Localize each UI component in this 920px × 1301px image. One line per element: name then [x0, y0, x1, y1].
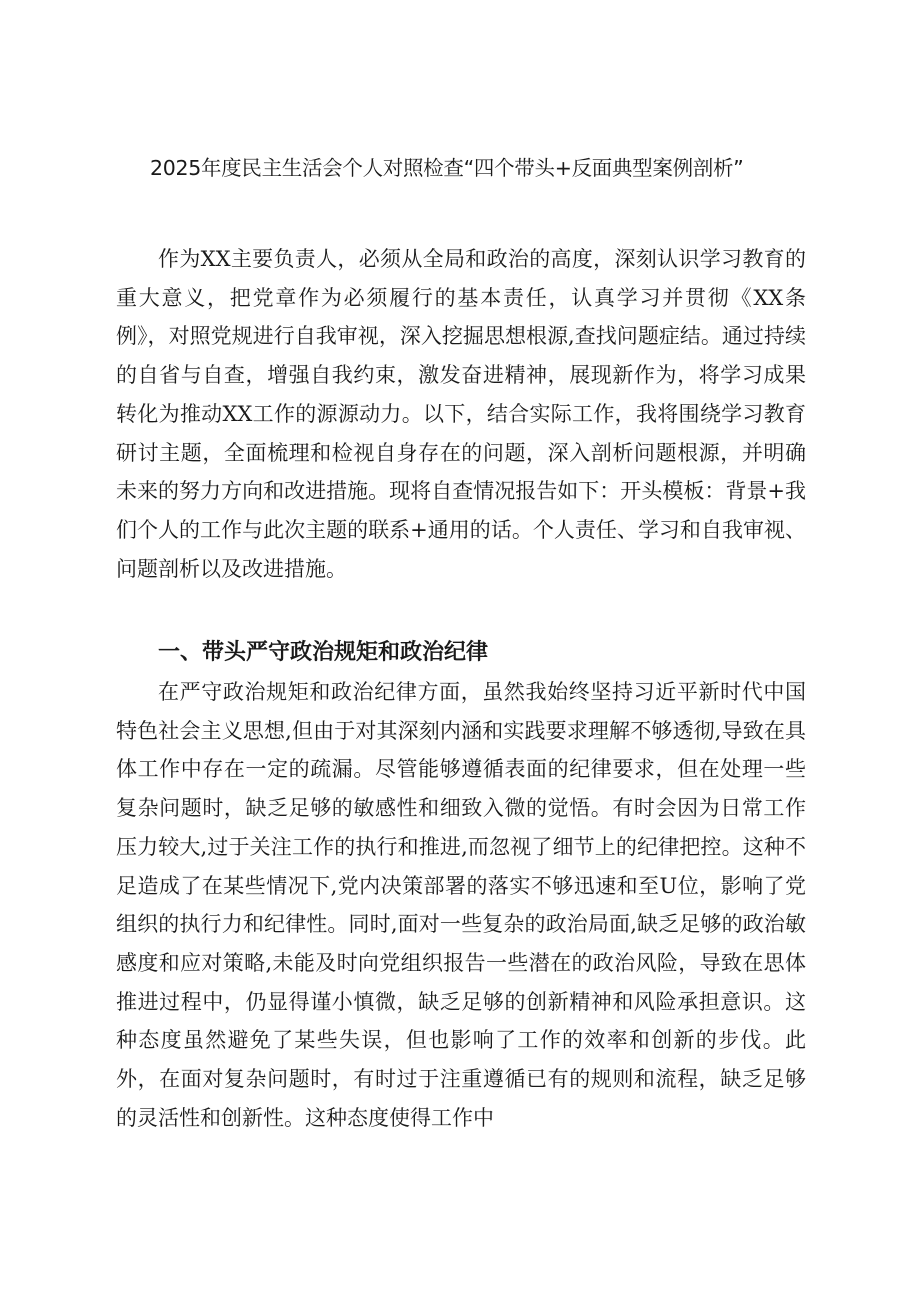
section-paragraph: 在严守政治规矩和政治纪律方面，虽然我始终坚持习近平新时代中国特色社会主义思想,但由于对其深刻内涵和实践要求理解不够透彻,导致在具体工作中存在一定的疏漏。尽管能够遵循表面的纪律要求，但在处理一些复杂问题时，缺乏足够的敏感性和细致入微的觉悟。有时会因为日常工作压力较大,过于关注工作的执行和推进,而忽视了细节上的纪律把控。这种不足造成了在某些情况下,党内决策部署的落实不够迅速和至U位，影响了党组织的执行力和纪律性。同时,面对一些复杂的政治局面,缺乏足够的政治敏感度和应对策略,未能及时向党组织报告一些潜在的政治风险，导致在思体推进过程中，仍显得谨小慎微，缺乏足够的创新精神和风险承担意识。这种态度虽然避免了某些失误，但也影响了工作的效率和创新的步伐。此外，在面对复杂问题时，有时过于注重遵循已有的规则和流程，缺乏足够的灵活性和创新性。这种态度使得工作中 — [116, 680, 806, 1130]
document-title: 2025年度民主生活会个人对照检查“四个带头+反面典型案例剖析” — [150, 156, 744, 180]
section-heading: 一、带头严守政治规矩和政治纪律 — [158, 640, 489, 665]
intro-paragraph: 作为XX主要负责人，必须从全局和政治的高度，深刻认识学习教育的重大意义，把党章作为必须履行的基本责任，认真学习并贯彻《XX条例》，对照党规进行自我审视，深入挖掘思想根源,查找问题症结。通过持续的自省与自查，增强自我约束，激发奋进精神，展现新作为，将学习成果转化为推动XX工作的源源动力。以下，结合实际工作，我将围绕学习教育研讨主题，全面梳理和检视自身存在的问题，深入剖析问题根源，并明确未来的努力方向和改进措施。现将自查情况报告如下：开头模板：背景+我们个人的工作与此次主题的联系+通用的话。个人责任、学习和自我审视、问题剖析以及改进措施。 — [116, 247, 806, 581]
